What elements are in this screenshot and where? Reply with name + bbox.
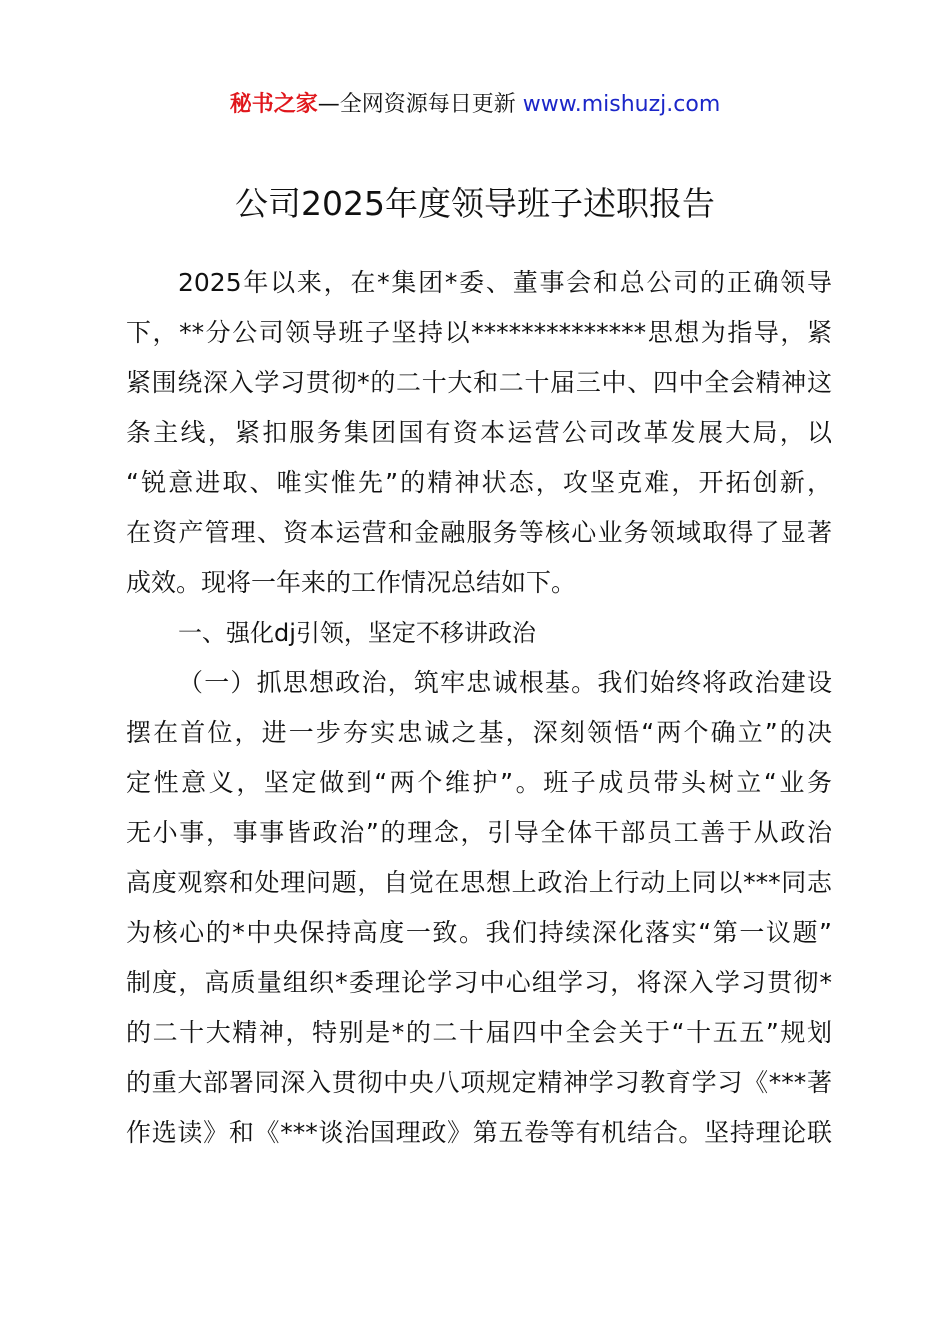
body-line: 作选读》和《***谈治国理政》第五卷等有机结合。坚持理论联 <box>126 1118 832 1147</box>
header-tagline: —全网资源每日更新 <box>317 92 523 117</box>
body-line: 摆在首位，进一步夯实忠诚之基，深刻领悟“两个确立”的决 <box>126 718 832 747</box>
body-line: 的二十大精神，特别是*的二十届四中全会关于“十五五”规划 <box>126 1018 832 1047</box>
intro-line: 紧围绕深入学习贯彻*的二十大和二十届三中、四中全会精神这 <box>126 368 832 397</box>
intro-line: 2025年以来，在*集团*委、董事会和总公司的正确领导 <box>178 268 832 297</box>
intro-line: 成效。现将一年来的工作情况总结如下。 <box>126 568 577 597</box>
brand-name: 秘书之家 <box>229 92 318 117</box>
body-line: 制度，高质量组织*委理论学习中心组学习，将深入学习贯彻* <box>126 968 832 997</box>
body-line: 为核心的*中央保持高度一致。我们持续深化落实“第一议题” <box>126 918 832 947</box>
watermark-header <box>0 88 950 122</box>
body-line: 的重大部署同深入贯彻中央八项规定精神学习教育学习《***著 <box>126 1068 832 1097</box>
intro-line: “锐意进取、唯实惟先”的精神状态，攻坚克难，开拓创新， <box>126 468 832 497</box>
intro-line: 下，**分公司领导班子坚持以**************思想为指导，紧 <box>126 318 832 347</box>
site-link[interactable]: www.mishuzj.com <box>522 92 721 117</box>
section-heading: 一、强化dj引领，坚定不移讲政治 <box>178 619 536 647</box>
body-line: 定性意义，坚定做到“两个维护”。班子成员带头树立“业务 <box>126 768 832 797</box>
intro-line: 条主线，紧扣服务集团国有资本运营公司改革发展大局，以 <box>126 418 832 447</box>
body-line: （一）抓思想政治，筑牢忠诚根基。我们始终将政治建设 <box>178 668 832 697</box>
body-line: 无小事，事事皆政治”的理念，引导全体干部员工善于从政治 <box>126 818 832 847</box>
document-body <box>126 258 832 1158</box>
body-line: 高度观察和处理问题，自觉在思想上政治上行动上同以***同志 <box>126 868 832 897</box>
intro-line: 在资产管理、资本运营和金融服务等核心业务领域取得了显著 <box>126 518 832 547</box>
document-title: 公司2025年度领导班子述职报告 <box>235 184 715 223</box>
